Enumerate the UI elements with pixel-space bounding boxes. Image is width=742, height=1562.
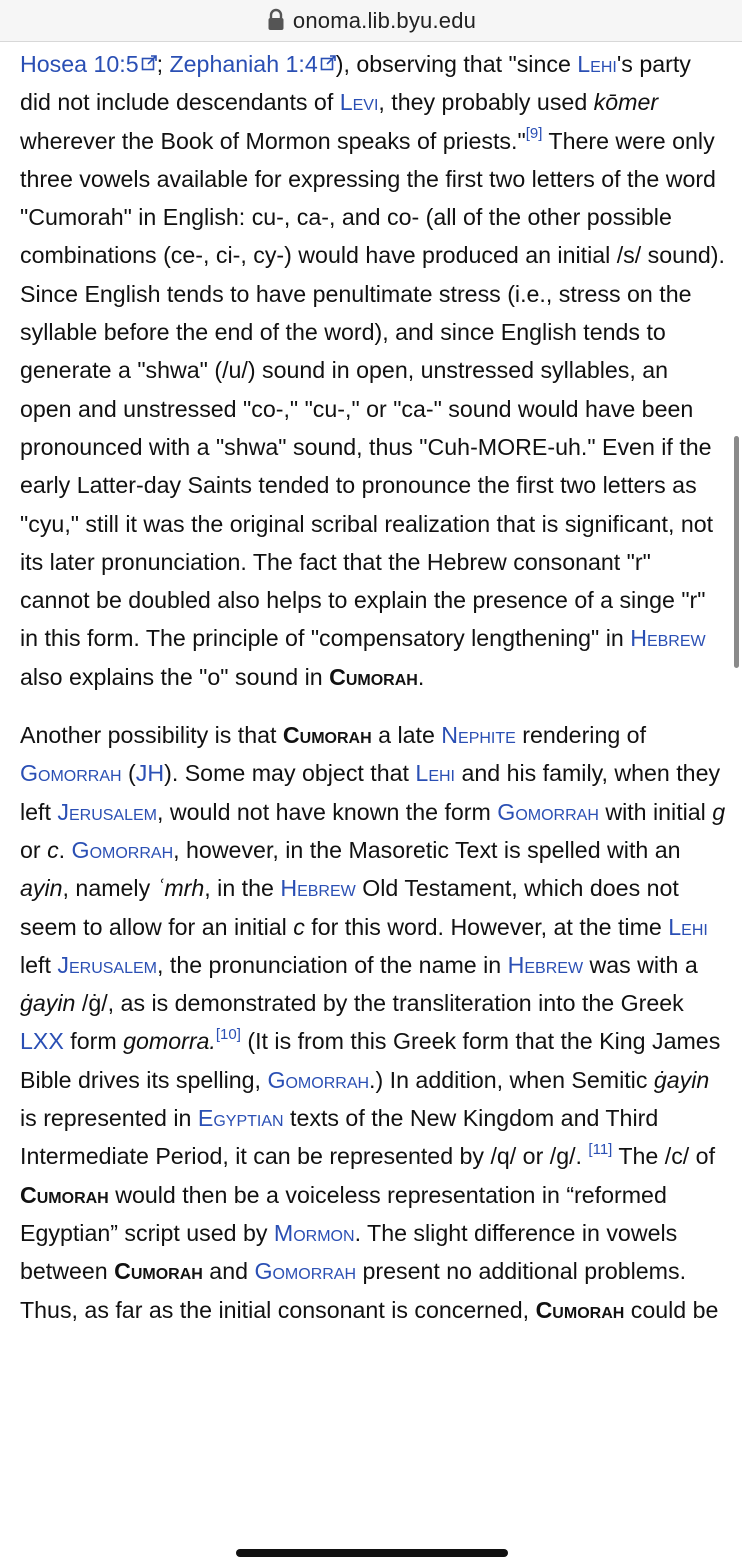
- footnote-ref-11[interactable]: [11]: [588, 1140, 613, 1158]
- text: was with a: [583, 951, 698, 978]
- text: Old Testament, which does not seem to allow for an initial: [20, 875, 679, 940]
- link-jerusalem[interactable]: Jerusalem: [57, 951, 157, 978]
- italic-term: gomorra.: [123, 1028, 216, 1055]
- text: rendering of: [515, 722, 647, 749]
- term-cumorah: Cumorah: [114, 1258, 203, 1285]
- term-cumorah: Cumorah: [20, 1181, 109, 1208]
- link-lehi[interactable]: Lehi: [668, 913, 708, 940]
- link-gomorrah[interactable]: Gomorrah: [254, 1258, 357, 1285]
- lock-icon: [266, 8, 286, 32]
- external-link-icon: [141, 44, 157, 60]
- link-jh[interactable]: JH: [135, 760, 165, 787]
- link-egyptian[interactable]: Egyptian: [197, 1105, 284, 1132]
- text: ). Some may object that: [164, 760, 416, 787]
- italic-term: c: [47, 836, 59, 863]
- text: could be: [624, 1296, 719, 1323]
- text: or: [20, 836, 48, 863]
- text: , namely: [62, 875, 157, 902]
- text: present no additional problems. Thus, as far as the initial consonant is concerned,: [20, 1258, 687, 1323]
- scrollbar[interactable]: [734, 436, 739, 668]
- text: , the pronunciation of the name in: [157, 951, 508, 978]
- text: texts of the New Kingdom and Third Intermediate Period, it can be represented by /q/ or /g/.: [20, 1105, 659, 1170]
- text: The /c/ of: [612, 1143, 716, 1170]
- text: wherever the Book of Mormon speaks of priests.": [20, 127, 526, 154]
- text: , in the: [204, 875, 281, 902]
- link-nephite[interactable]: Nephite: [441, 722, 516, 749]
- text: .: [417, 663, 425, 690]
- link-hebrew[interactable]: Hebrew: [630, 625, 706, 652]
- text: ;: [156, 51, 170, 77]
- footnote-ref-9[interactable]: [9]: [525, 124, 543, 142]
- text: left: [20, 951, 58, 978]
- link-lehi[interactable]: Lehi: [415, 760, 455, 787]
- text: is represented in: [20, 1105, 198, 1132]
- link-zephaniah[interactable]: Zephaniah 1:4: [169, 51, 318, 77]
- link-mormon[interactable]: Mormon: [273, 1219, 355, 1246]
- link-levi[interactable]: Levi: [339, 89, 379, 116]
- link-lehi[interactable]: Lehi: [577, 51, 617, 77]
- text: ), observing that "since: [335, 51, 578, 77]
- text: with initial: [598, 798, 713, 825]
- italic-term: c: [293, 913, 305, 940]
- text: .: [58, 836, 72, 863]
- link-gomorrah[interactable]: Gomorrah: [71, 836, 174, 863]
- italic-term: ayin: [20, 875, 63, 902]
- paragraph-1: [20, 44, 726, 696]
- text: (It is from this Greek form that the King James Bible drives its spelling,: [20, 1028, 721, 1093]
- italic-term: g: [712, 798, 726, 825]
- text: also explains the "o" sound in: [20, 663, 330, 690]
- text: form: [63, 1028, 124, 1055]
- link-gomorrah[interactable]: Gomorrah: [497, 798, 599, 825]
- italic-term: ʿmrh: [156, 875, 205, 902]
- text: and: [202, 1258, 255, 1285]
- text: There were only three vowels available for expressing the first two letters of the word "Cumorah" in English: cu-, ca-, and co- (all of the other possible combinations (ce-, ci-, cy-) would have produced an initial /s/ sound). Since English tends to have penultimate stress (i.e., stress on the syllable before the end of the word), and since English tends to generate a "shwa" (/u/) sound in open, unstressed syllables, an open and unstressed "co-," "cu-," or "ca-" sound would have been pronounced with a "shwa" sound, thus "Cuh-MORE-uh." Even if the early Latter-day Saints tended to pronounce the first two letters as "cyu," still it was the original scribal realization that is significant, not its later pronunciation. The fact that the Hebrew consonant "r" cannot be doubled also helps to explain the presence of a singe "r" in this form. The principle of "compensatory lengthening" in: [20, 127, 725, 652]
- link-jerusalem[interactable]: Jerusalem: [57, 798, 157, 825]
- italic-term: ġayin: [20, 990, 76, 1017]
- text: , however, in the Masoretic Text is spelled with an: [173, 836, 681, 863]
- browser-url-bar[interactable]: [0, 0, 742, 42]
- italic-term: kōmer: [593, 89, 659, 116]
- text: .) In addition, when Semitic: [369, 1066, 654, 1093]
- external-link-icon: [320, 44, 336, 60]
- link-gomorrah[interactable]: Gomorrah: [267, 1066, 370, 1093]
- text: 's party did not include descendants of: [20, 51, 691, 116]
- text: a late: [371, 722, 442, 749]
- home-indicator[interactable]: [236, 1549, 508, 1557]
- text: for this word. However, at the time: [304, 913, 669, 940]
- text: , would not have known the form: [157, 798, 498, 825]
- link-hosea[interactable]: Hosea 10:5: [20, 51, 139, 77]
- italic-term: ġayin: [653, 1066, 710, 1093]
- link-hebrew[interactable]: Hebrew: [280, 875, 356, 902]
- article-content: [20, 44, 726, 1329]
- link-hebrew[interactable]: Hebrew: [507, 951, 584, 978]
- text: (: [121, 760, 136, 787]
- term-cumorah: Cumorah: [282, 722, 372, 749]
- text: and his family, when they left: [20, 760, 721, 825]
- url-text: onoma.lib.byu.edu: [292, 7, 477, 33]
- link-lxx[interactable]: LXX: [20, 1028, 64, 1055]
- text: /ġ/, as is demonstrated by the transliteration into the Greek: [75, 990, 684, 1017]
- term-cumorah: Cumorah: [329, 663, 418, 690]
- text: would then be a voiceless representation in “reformed Egyptian” script used by: [20, 1181, 667, 1246]
- text: . The slight difference in vowels between: [20, 1219, 678, 1285]
- text: Another possibility is that: [20, 722, 283, 749]
- link-gomorrah[interactable]: Gomorrah: [20, 760, 122, 787]
- text: , they probably used: [378, 89, 594, 116]
- paragraph-2: [20, 716, 726, 1329]
- term-cumorah: Cumorah: [535, 1296, 625, 1323]
- footnote-ref-10[interactable]: [10]: [215, 1025, 241, 1043]
